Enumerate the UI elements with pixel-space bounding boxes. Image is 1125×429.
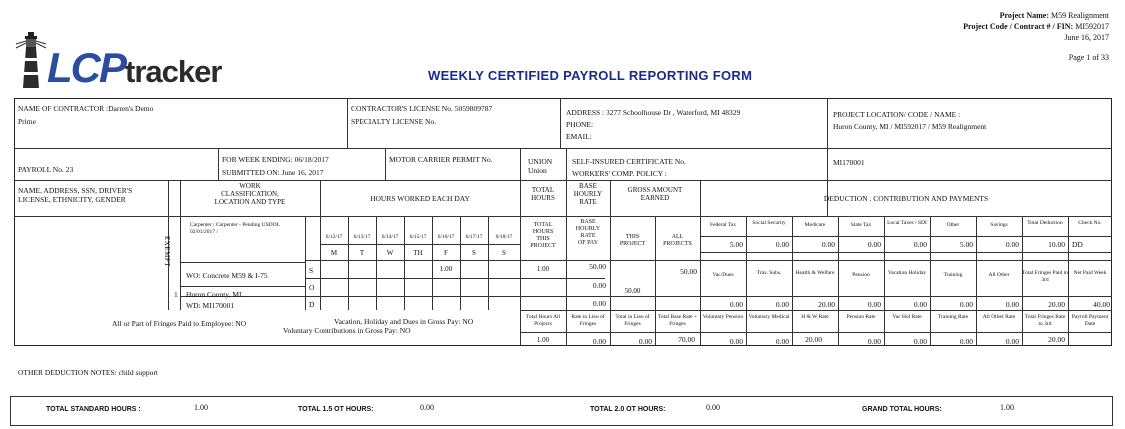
footer-header-total-hours: Total Hours All Projects [525,314,561,327]
friday-hours: 1.00 [439,265,453,273]
ded-value-other: 5.00 [959,240,973,249]
total-ot15-hours-value: 0.00 [420,403,434,412]
ded-value-training: 0.00 [959,300,973,309]
lighthouse-icon [14,30,48,90]
date-mon: 6/12/17 [325,234,343,240]
footer-header-total-fringes-rate: Total Fringes Rate to 3rd [1024,314,1066,327]
footer-header-pension-rate: Pension Rate [846,314,876,320]
ded-value-social-security: 0.00 [775,240,789,249]
ded-value-net-paid: 40.00 [1093,300,1110,309]
footer-header-voluntary-medical: Voluntary Medical [748,314,790,320]
date-tue: 6/13/17 [353,234,371,240]
footer-header-total-base-rate: Total Base Rate + Fringes [657,314,698,327]
project-location-value: Huron County, MI / MI592017 / M59 Realignment [833,122,987,131]
footer-header-hw-rate: H & W Rate [801,314,829,320]
total-ot20-hours-value: 0.00 [706,403,720,412]
fringes-paid-note: All or Part of Fringes Paid to Employee: NO [112,319,247,328]
row-type-overtime: O [309,283,315,292]
ded-header-vacation-holiday: Vacation Holiday [887,270,927,276]
footer-value-pension-rate: 0.00 [867,337,881,346]
footer-value-total-fringes-rate: 20.00 [1048,335,1065,344]
ded-value-vac-dues: 0.00 [729,300,743,309]
total-hours-value: 1.00 [536,265,550,273]
rate-straight: 50.00 [589,262,606,271]
ded-header-training: Training [943,272,963,278]
contractor-type: Prime [18,117,36,126]
date-sun: 6/18/17 [495,234,513,240]
base-rate-of-pay-header: BASE HOURLY RATE OF PAY [575,219,601,246]
lcptracker-logo [14,30,224,92]
footer-value-training-rate: 0.00 [959,337,973,346]
ded-header-check-no: Check No. [1078,220,1102,226]
date-thu: 6/15/17 [409,234,427,240]
ded-header-pension: Pension [852,272,870,278]
voluntary-contributions-note: Voluntary Contributions in Gross Pay: NO [283,326,411,335]
date-sat: 6/17/17 [465,234,483,240]
contractor-phone: PHONE: [566,120,594,129]
ded-value-medicare: 0.00 [821,240,835,249]
submitted-on: SUBMITTED ON: June 16, 2017 [222,168,324,177]
ded-header-net-paid: Net Paid Week [1073,270,1107,276]
deduction-header: DEDUCTION . CONTRIBUTION AND PAYMENTS [823,194,989,203]
ded-value-all-other: 0.00 [1005,300,1019,309]
day-tue: T [359,249,365,257]
page-number: Page 1 of 33 [1068,53,1109,62]
vacation-dues-note: Vacation, Holiday and Dues in Gross Pay: NO [334,317,474,326]
ded-value-vacation-holiday: 0.00 [913,300,927,309]
ded-header-federal-tax: Federal Tax [710,222,736,228]
footer-header-rate-in-lieu: Rate in Lieu of Fringes [571,314,605,327]
ded-header-total-deduction: Total Deduction [1027,220,1063,226]
hours-each-day-header: HOURS WORKED EACH DAY [370,194,470,203]
contractor-name-label: NAME OF CONTRACTOR :Darren's Demo [18,104,154,113]
ded-value-trav-subs: 0.00 [775,300,789,309]
union-label: UNION [528,157,553,166]
contractor-email: EMAIL: [566,132,592,141]
line-number: 1 [174,290,178,299]
other-deduction-notes: OTHER DEDUCTION NOTES: child support [18,368,158,377]
day-sat: S [472,249,476,257]
ded-header-vac-dues: Vac/Dues [712,272,734,278]
total-standard-hours-value: 1.00 [194,403,208,412]
footer-header-all-other-rate: All Other Rate [982,314,1016,320]
footer-value-total-base-rate: 70.00 [678,335,695,344]
ded-header-all-other: All Other [988,272,1010,278]
day-thu: TH [413,249,423,257]
logo-lcp-text: LCP [47,44,125,91]
day-wed: W [386,249,394,257]
row-type-straight: S [309,266,314,275]
footer-value-voluntary-pension: 0.00 [729,337,743,346]
week-ending: FOR WEEK ENDING: 06/18/2017 [222,155,329,164]
ded-header-total-fringes: Total Fringes Paid to 3rd [1022,270,1068,283]
ded-header-state-tax: State Tax [850,222,872,228]
ded-value-check-no: DD [1072,240,1083,249]
ded-header-local-taxes: Local Taxes / SDI [887,220,927,226]
wage-determination-code: MI170001 [833,158,865,167]
union-value: Union [528,166,547,175]
gross-this-project: 50.00 [624,287,641,295]
grand-total-hours-value: 1.00 [1000,403,1014,412]
ded-value-total-deduction: 10.00 [1048,240,1065,249]
ded-header-other: Other [946,222,960,228]
footer-value-vac-hol-rate: 0.00 [913,337,927,346]
self-insured-certificate: SELF-INSURED CERTIFICATE No. [572,157,686,166]
ded-value-health-welfare: 20.00 [818,300,835,309]
name-address-header: NAME, ADDRESS, SSN, DRIVER'S LICENSE, ETHNICITY, GENDER [18,186,133,204]
row-type-double: D [309,300,315,309]
rate-overtime: 0.00 [592,281,606,290]
exempt-label: EXEMPT [163,236,171,267]
footer-value-total-hours: 1.00 [536,336,550,344]
contractor-license: CONTRACTOR'S LICENSE No. 5059809787 [351,104,493,113]
day-sun: S [502,249,506,257]
logo-tracker-text: tracker [125,54,222,89]
ded-value-local-taxes: 0.00 [913,240,927,249]
work-location: Huron County, MI [186,290,242,299]
total-hours-project-header: TOTAL HOURS THIS PROJECT [530,222,556,249]
gross-earned-header: GROSS AMOUNT EARNED [627,186,683,202]
footer-value-total-in-lieu: 0.00 [638,337,652,346]
project-code-label: Project Code / Contract # / FIN: [963,22,1074,31]
ded-header-social-security: Social Security [752,220,786,226]
ded-header-medicare: Medicare [804,222,826,228]
project-name-label: Project Name: [999,11,1049,20]
report-date: June 16, 2017 [1064,33,1109,42]
all-projects-header: ALL PROJECTS [663,234,692,247]
total-standard-hours-label: TOTAL STANDARD HOURS : [46,406,141,413]
ded-value-total-fringes: 20.00 [1048,300,1065,309]
ded-value-federal-tax: 5.00 [729,240,743,249]
work-classification-header: WORK CLASSIFICATION, LOCATION AND TYPE [214,182,286,206]
project-location-label: PROJECT LOCATION/ CODE / NAME : [833,110,961,119]
date-wed: 6/14/17 [381,234,399,240]
base-rate-header: BASE HOURLY RATE [573,182,603,206]
motor-carrier-permit: MOTOR CARRIER PERMIT No. [389,155,493,164]
work-classification: Carpenter / Carpenter - Pending USDOL 02/01/2017 / [190,222,280,235]
contractor-address: ADDRESS : 3277 Schoolhouse Dr , Waterford, MI 48329 [566,108,741,117]
day-fri: F [444,249,448,257]
ded-header-trav-subs: Trav. Subs. [756,270,782,276]
gross-all-projects: 50.00 [680,267,697,276]
this-project-header: THIS PROJECT [619,234,646,247]
ded-header-savings: Savings [990,222,1008,228]
footer-value-hw-rate: 20.00 [805,335,822,344]
project-info [963,10,1109,43]
grand-total-hours-label: GRAND TOTAL HOURS: [862,406,942,413]
workers-comp-policy: WORKERS' COMP. POLICY : [572,169,667,178]
project-code: MI592017 [1075,22,1109,31]
work-wd: WD: MI170001 [186,301,235,310]
ded-value-pension: 0.00 [867,300,881,309]
ded-value-savings: 0.00 [1005,240,1019,249]
work-order: WO: Concrete M59 & I-75 [186,271,268,280]
specialty-license: SPECIALTY LICENSE No. [351,117,437,126]
footer-value-voluntary-medical: 0.00 [775,337,789,346]
footer-header-training-rate: Training Rate [937,314,969,320]
total-ot20-hours-label: TOTAL 2.0 OT HOURS: [590,406,666,413]
footer-header-payroll-date: Payroll Payment Date [1071,314,1109,327]
ded-value-state-tax: 0.00 [867,240,881,249]
total-ot15-hours-label: TOTAL 1.5 OT HOURS: [298,406,374,413]
footer-header-total-in-lieu: Total in Lieu of Fringes [615,314,650,327]
footer-header-vac-hol-rate: Vac Hol Rate [892,314,922,320]
payroll-number: PAYROLL No. 23 [18,165,74,174]
footer-value-all-other-rate: 0.00 [1005,337,1019,346]
project-name: M59 Realignment [1051,11,1109,20]
ded-header-health-welfare: Health & Welfare [795,270,835,276]
form-title: WEEKLY CERTIFIED PAYROLL REPORTING FORM [428,68,753,83]
rate-double: 0.00 [592,299,606,308]
totals-summary [10,396,1113,426]
footer-header-voluntary-pension: Voluntary Pension [702,314,744,320]
date-fri: 6/16/17 [437,234,455,240]
total-hours-header: TOTAL HOURS [531,186,555,202]
footer-value-rate-in-lieu: 0.00 [592,337,606,346]
day-mon: M [330,249,338,257]
